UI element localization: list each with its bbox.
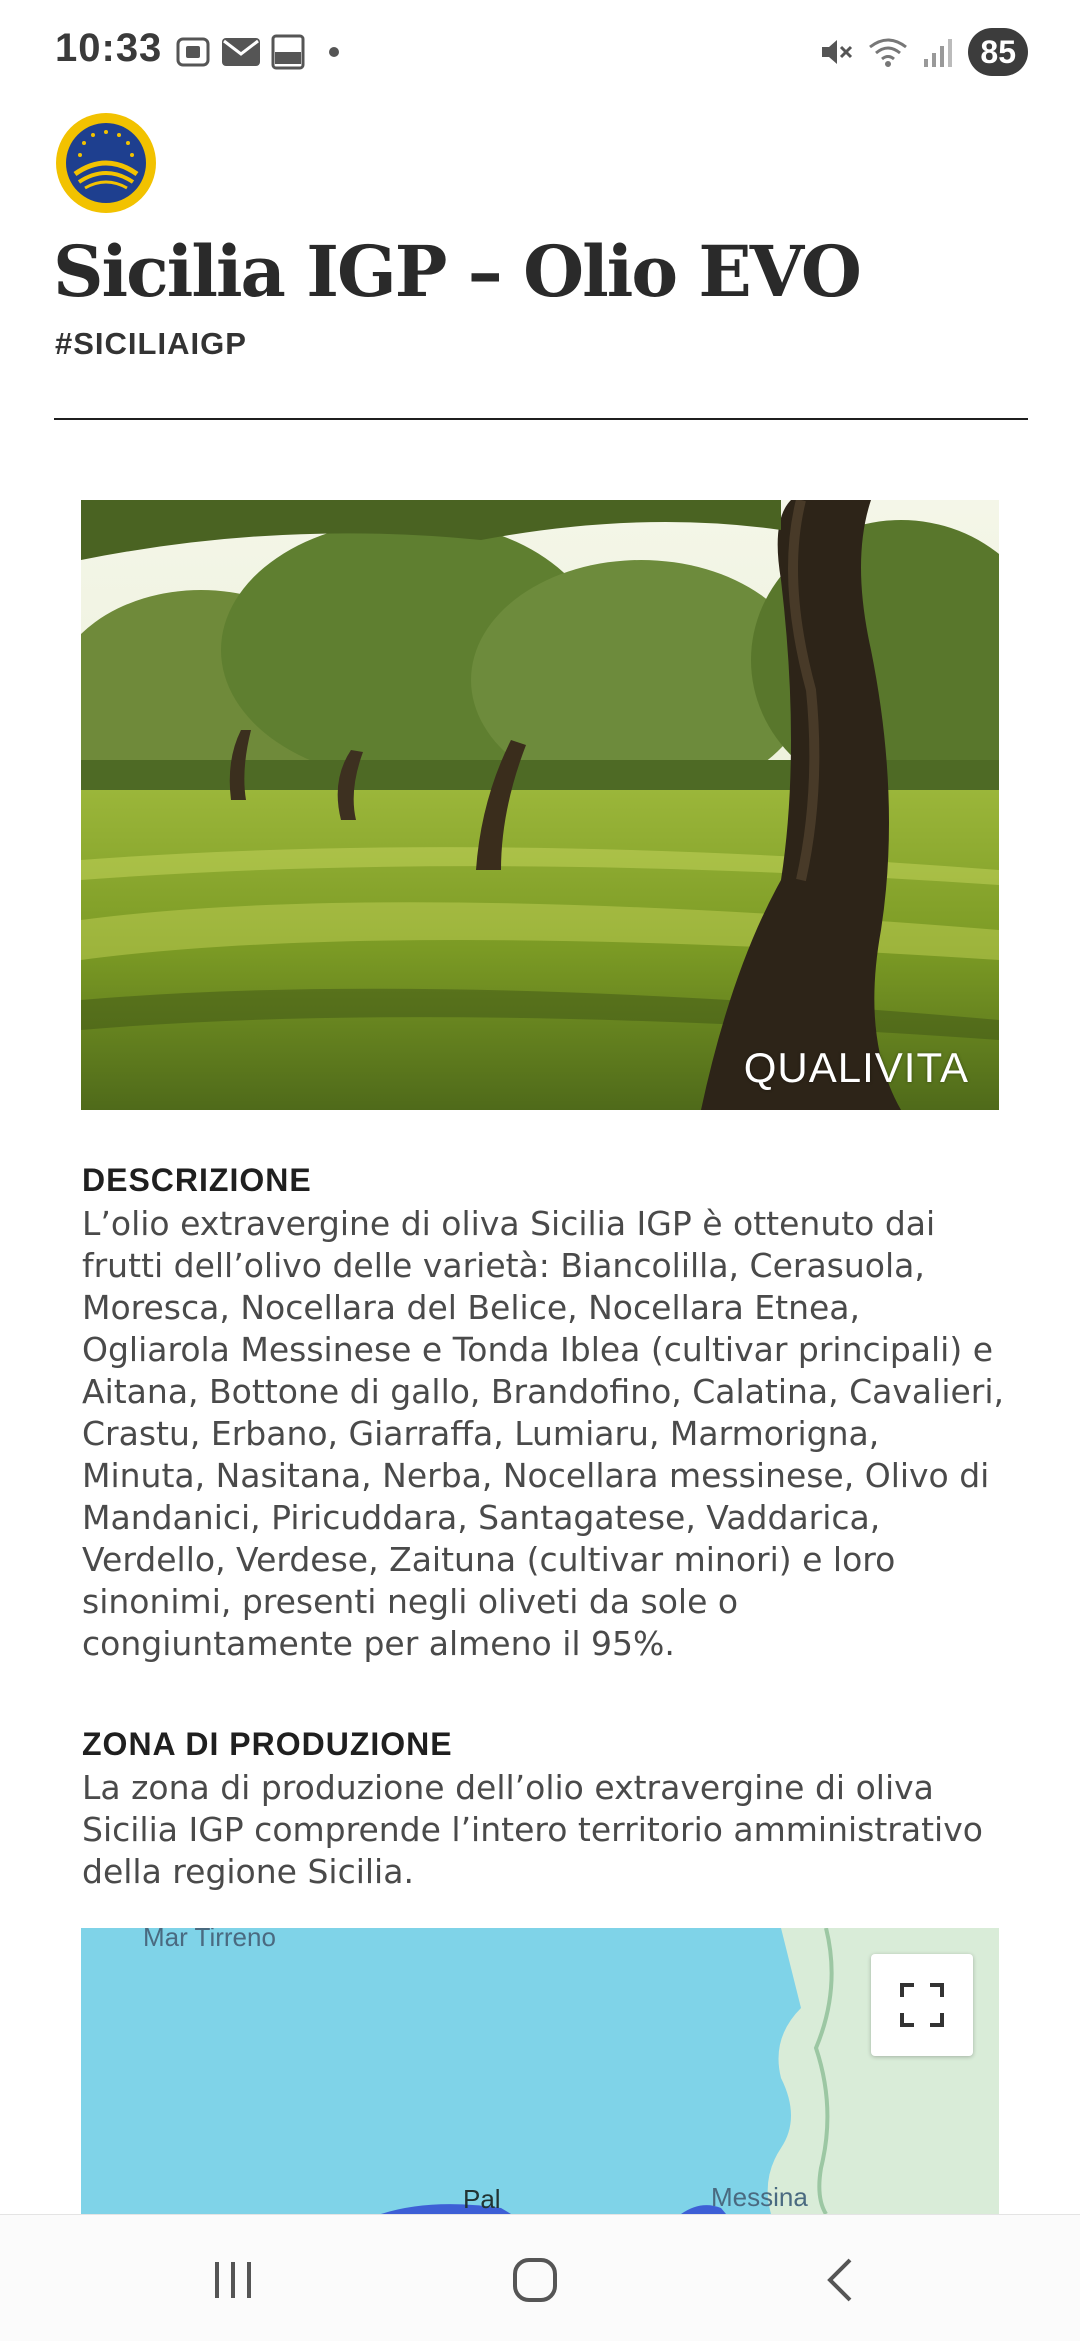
hashtag-link[interactable]: #SICILIAIGP bbox=[55, 326, 247, 361]
mute-icon bbox=[818, 34, 854, 70]
zona-body: La zona di produzione dell’olio extravergine di oliva Sicilia IGP comprende l’intero territorio amministrativo della regione Sicilia. bbox=[82, 1768, 983, 1891]
zona-heading: ZONA DI PRODUZIONE bbox=[82, 1726, 453, 1762]
home-button[interactable] bbox=[505, 2255, 565, 2305]
descrizione-section bbox=[82, 1162, 1012, 1665]
notification-dot bbox=[329, 47, 339, 57]
screenshot-icon bbox=[175, 34, 211, 70]
signal-icon bbox=[922, 35, 954, 69]
recent-apps-button[interactable] bbox=[203, 2255, 263, 2305]
qualivita-watermark: QUALIVITA bbox=[743, 1044, 969, 1091]
page-title: Sicilia IGP – Olio EVO bbox=[53, 230, 860, 313]
map-label-city2: Pal bbox=[463, 2184, 501, 2214]
back-button[interactable] bbox=[810, 2255, 870, 2305]
map-label-sea: Mar Tirreno bbox=[143, 1928, 276, 1952]
production-zone-map[interactable] bbox=[81, 1928, 999, 2214]
igp-logo bbox=[55, 112, 157, 214]
zona-section bbox=[82, 1726, 1012, 1893]
recent-apps-icon bbox=[211, 2260, 255, 2300]
fullscreen-button[interactable] bbox=[871, 1954, 973, 2056]
map-label-city: Messina bbox=[711, 2182, 808, 2212]
fullscreen-icon bbox=[898, 1981, 946, 2029]
battery-indicator: 85 bbox=[968, 28, 1028, 76]
olive-grove-image bbox=[81, 500, 999, 1110]
status-icons-left bbox=[175, 34, 339, 70]
status-icons-right bbox=[818, 28, 1028, 76]
system-nav-bar bbox=[0, 2214, 1080, 2341]
pdf-icon bbox=[271, 34, 305, 70]
home-icon bbox=[511, 2256, 559, 2304]
descrizione-heading: DESCRIZIONE bbox=[82, 1162, 312, 1198]
mail-icon bbox=[221, 36, 261, 68]
status-time: 10:33 bbox=[55, 26, 163, 70]
header-divider bbox=[54, 418, 1028, 420]
wifi-icon bbox=[868, 35, 908, 69]
status-bar bbox=[0, 0, 1080, 108]
descrizione-body: L’olio extravergine di oliva Sicilia IGP è ottenuto dai frutti dell’olivo delle varietà: Biancolilla, Cerasuola, Moresca, Nocellara del Belice, Nocellara Etnea, Ogliarola Messinese e Tonda Iblea (cultivar principali) e Aitana, Bottone di gallo, Brandofino, Calatina, Cavalieri, Crastu, Erbano, Giarraffa, Lumiaru, Marmorigna, Minuta, Nasitana, Nerba, Nocellara messinese, Olivo di Mandanici, Piricuddara, Santagatese, Vaddarica, Verdello, Verdese, Zaituna (cultivar minori) e loro sinonimi, presenti negli oliveti da sole o congiuntamente per almeno il 95%. bbox=[82, 1204, 1005, 1663]
back-icon bbox=[822, 2256, 858, 2304]
